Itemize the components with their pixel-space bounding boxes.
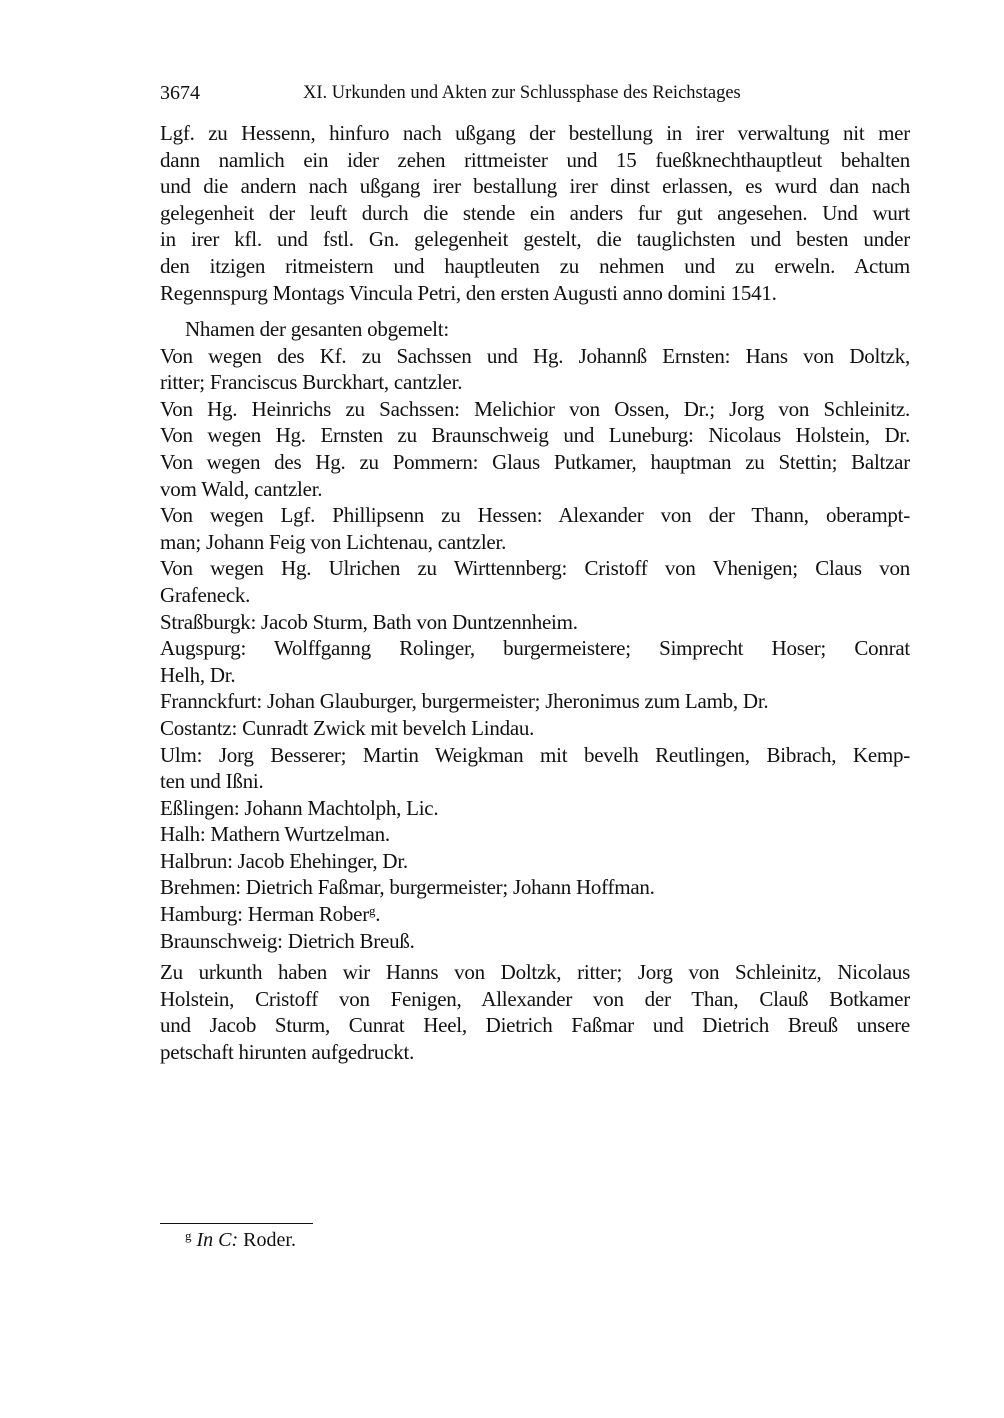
text-line: Halbrun: Jacob Ehehinger, Dr. bbox=[160, 848, 408, 873]
envoys-list bbox=[160, 316, 910, 901]
footnote-rule bbox=[160, 1223, 313, 1224]
text-line: den itzigen ritmeistern und hauptleuten zu nehmen und zu erweln. Actum bbox=[160, 253, 910, 278]
text-line: Costantz: Cunradt Zwick mit bevelch Lindau. bbox=[160, 715, 535, 740]
text-line: und Jacob Sturm, Cunrat Heel, Dietrich Faßmar und Dietrich Breuß unsere bbox=[160, 1013, 910, 1038]
footnote-label: In C: bbox=[196, 1229, 239, 1251]
paragraph-sealing bbox=[160, 959, 910, 1065]
paragraph-closing-terms bbox=[160, 120, 910, 306]
text-line: Augspurg: Wolffganng Rolinger, burgermeistere; Simprecht Hoser; Conrat bbox=[160, 636, 910, 661]
text-line: Von wegen Hg. Ulrichen zu Wirttennberg: Cristoff von Vhenigen; Claus von bbox=[160, 556, 910, 581]
text-line: Von wegen des Hg. zu Pommern: Glaus Putkamer, hauptman zu Stettin; Baltzar bbox=[160, 449, 910, 474]
text-line: dann namlich ein ider zehen rittmeister und 15 fueßknechthauptleut behalten bbox=[160, 147, 910, 172]
text-line: Regennspurg Montags Vincula Petri, den ersten Augusti anno domini 1541. bbox=[160, 280, 777, 305]
text-line: Brehmen: Dietrich Faßmar, burgermeister; Johann Hoffman. bbox=[160, 875, 655, 900]
text-line: Von Hg. Heinrichs zu Sachssen: Melichior von Ossen, Dr.; Jorg von Schleinitz. bbox=[160, 396, 910, 421]
footnote-reference[interactable]: g bbox=[368, 903, 376, 918]
text-line: und die andern nach ußgang irer bestallung irer dinst erlassen, es wurd dan nach bbox=[160, 174, 910, 199]
text-line: ten und Ißni. bbox=[160, 769, 264, 794]
text-line: Zu urkunth haben wir Hanns von Doltzk, ritter; Jorg von Schleinitz, Nicolaus bbox=[160, 960, 910, 984]
text-line: Lgf. zu Hessenn, hinfuro nach ußgang der bestellung in irer verwaltung nit mer bbox=[160, 121, 910, 145]
hamburg-period: . bbox=[375, 902, 381, 926]
footnote bbox=[185, 1227, 296, 1253]
text-line: petschaft hirunten aufgedruckt. bbox=[160, 1039, 415, 1064]
text-line: Helh, Dr. bbox=[160, 662, 236, 687]
text-line: Eßlingen: Johann Machtolph, Lic. bbox=[160, 795, 439, 820]
text-line: Nhamen der gesanten obgemelt: bbox=[185, 317, 449, 341]
footnote-mark: g bbox=[185, 1228, 192, 1243]
envoys-list-end bbox=[160, 901, 910, 954]
text-line: Ulm: Jorg Besserer; Martin Weigkman mit bevelh Reutlingen, Bibrach, Kemp- bbox=[160, 742, 910, 767]
page-number: 3674 bbox=[160, 82, 200, 104]
text-line: Von wegen Lgf. Phillipsenn zu Hessen: Alexander von der Thann, oberampt- bbox=[160, 503, 910, 528]
text-line: gelegenheit der leuft durch die stende ein anders fur gut angesehen. Und wurt bbox=[160, 200, 910, 225]
text-line: Holstein, Cristoff von Fenigen, Allexander von der Than, Clauß Botkamer bbox=[160, 986, 910, 1011]
text-line: Frannckfurt: Johan Glauburger, burgermeister; Jheronimus zum Lamb, Dr. bbox=[160, 689, 769, 714]
list-item-braunschweig: Braunschweig: Dietrich Breuß. bbox=[160, 928, 415, 953]
text-line: in irer kfl. und fstl. Gn. gelegenheit gestelt, die tauglichsten und besten under bbox=[160, 227, 910, 252]
text-line: man; Johann Feig von Lichtenau, cantzler. bbox=[160, 529, 507, 554]
footnote-text: Roder. bbox=[243, 1229, 296, 1251]
text-line: Straßburgk: Jacob Sturm, Bath von Duntzennheim. bbox=[160, 609, 578, 634]
text-line: ritter; Franciscus Burckhart, cantzler. bbox=[160, 370, 463, 395]
text-line: Grafeneck. bbox=[160, 582, 251, 607]
text-line: Halh: Mathern Wurtzelman. bbox=[160, 822, 390, 847]
running-title: XI. Urkunden und Akten zur Schlussphase des Reichstages bbox=[303, 83, 741, 103]
hamburg-text: Hamburg: Herman Rober bbox=[160, 902, 369, 926]
text-line: Von wegen des Kf. zu Sachssen und Hg. Johannß Ernsten: Hans von Doltzk, bbox=[160, 343, 910, 368]
list-item-hamburg bbox=[160, 901, 910, 928]
text-line: Von wegen Hg. Ernsten zu Braunschweig und Luneburg: Nicolaus Holstein, Dr. bbox=[160, 423, 910, 448]
text-line: vom Wald, cantzler. bbox=[160, 476, 323, 501]
